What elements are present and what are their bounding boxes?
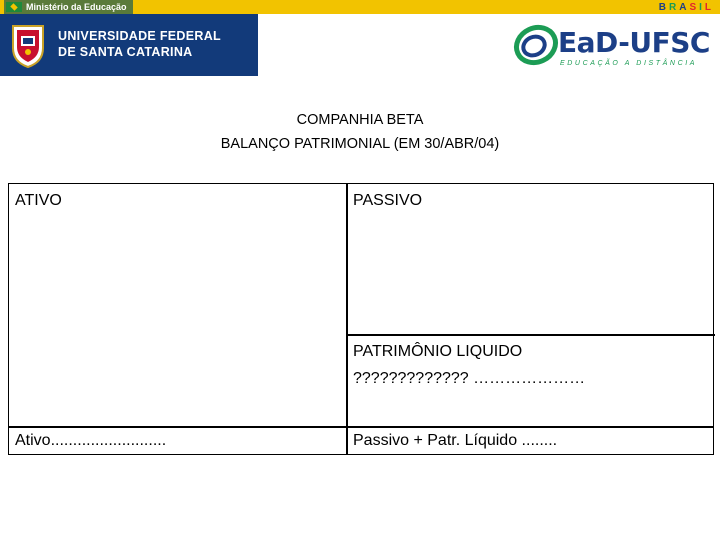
patrimonio-liquido-header: PATRIMÔNIO LIQUIDO [353,343,523,360]
passivo-pl-total: Passivo + Patr. Líquido ........ [353,432,558,449]
brasil-letter: L [704,1,711,13]
patrimonio-liquido-value: ????????????? ………………… [353,370,586,387]
ministry-label: Ministério da Educação [26,2,127,12]
balance-sheet-title: BALANÇO PATRIMONIAL (EM 30/ABR/04) [220,136,500,152]
brasil-letter: S [689,1,697,13]
institution-banner [0,14,720,76]
brasil-letter: B [658,1,666,13]
university-line-2: DE SANTA CATARINA [58,45,193,59]
ministry-badge[interactable] [4,0,133,14]
university-name [58,28,221,60]
brasil-letter: R [668,1,677,13]
totals-divider [9,426,713,428]
balance-sheet-table [8,183,714,455]
ufsc-crest-icon [10,22,46,68]
brazil-flag-icon [6,2,22,12]
equity-divider [347,334,715,336]
ativo-total: Ativo.......................... [15,432,167,449]
brasil-logo[interactable] [658,0,712,14]
brasil-letter: I [699,1,702,13]
ead-logo-text: EaD-UFSC [558,26,710,59]
ufsc-logo[interactable] [0,14,258,76]
ead-ufsc-logo[interactable] [512,20,712,72]
ministry-bar [0,0,720,14]
document-heading [0,108,720,156]
ead-tagline: EDUCAÇÃO A DISTÂNCIA [560,60,698,67]
brasil-letter: A [679,1,687,13]
ead-swirl-icon [512,22,560,68]
passivo-header: PASSIVO [353,192,423,209]
column-divider [346,184,348,454]
company-name: COMPANHIA BETA [296,112,424,128]
ativo-header: ATIVO [15,192,62,209]
university-line-1: UNIVERSIDADE FEDERAL [58,29,221,43]
